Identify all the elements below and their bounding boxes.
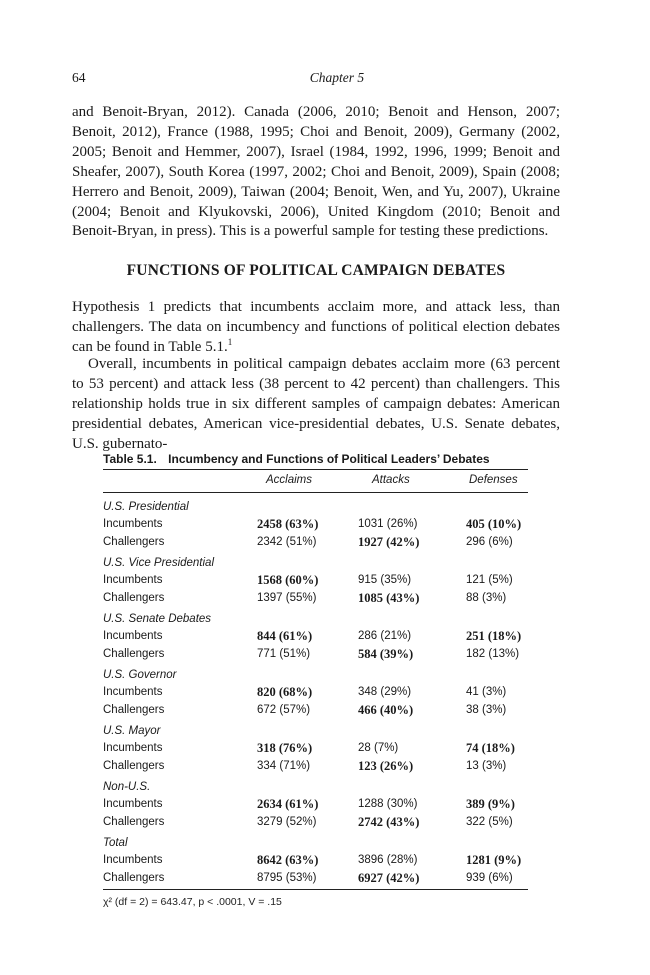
table-row xyxy=(103,628,528,646)
row-label: Incumbents xyxy=(103,630,163,642)
cell-defenses: 389 (9%) xyxy=(466,797,515,811)
table-row xyxy=(103,590,528,608)
table-bottom-rule xyxy=(103,889,528,890)
column-header-defenses: Defenses xyxy=(469,474,518,486)
row-label: Incumbents xyxy=(103,686,163,698)
table-group-title: Total xyxy=(103,837,128,849)
cell-acclaims: 2634 (61%) xyxy=(257,797,319,811)
row-label: Incumbents xyxy=(103,518,163,530)
cell-attacks: 1288 (30%) xyxy=(358,798,418,810)
table-footnote: χ² (df = 2) = 643.47, p < .0001, V = .15 xyxy=(103,896,282,908)
cell-acclaims: 2342 (51%) xyxy=(257,535,317,548)
cell-attacks: 6927 (42%) xyxy=(358,870,420,885)
table-row xyxy=(103,814,528,832)
cell-acclaims: 771 (51%) xyxy=(257,647,311,660)
table-row xyxy=(103,740,528,758)
cell-attacks: 1031 (26%) xyxy=(358,518,418,530)
cell-attacks: 123 (26%) xyxy=(358,758,414,773)
paragraph-1: and Benoit-Bryan, 2012). Canada (2006, 2010; Benoit and Henson, 2007; Benoit, 2012), France (1988, 1995; Choi and Benoit, 2009), Germany (2002, 2005; Benoit and Hemmer, 2007), Israel (1984, 1992, 1996, 1999; Benoit and Sheafer, 2007), South Korea (1997, 2002; Choi and Benoit, 2009), Spain (2008; Herrero and Benoit, 2009), Taiwan (2004; Benoit, Wen, and Yu, 2007), Ukraine (2004; Benoit and Klyukovski, 2006), United Kingdom (2010; Benoit and Benoit-Bryan, in press). This is a powerful sample for testing these predictions. xyxy=(72,104,560,240)
cell-defenses: 251 (18%) xyxy=(466,629,522,643)
table-group-title: Non-U.S. xyxy=(103,781,151,793)
row-label: Challengers xyxy=(103,535,165,548)
cell-attacks: 466 (40%) xyxy=(358,702,414,717)
row-label: Challengers xyxy=(103,703,165,716)
cell-attacks: 28 (7%) xyxy=(358,742,399,754)
row-label: Challengers xyxy=(103,759,165,772)
cell-attacks: 1085 (43%) xyxy=(358,590,420,605)
table-row xyxy=(103,516,528,534)
table-group-title: U.S. Vice Presidential xyxy=(103,557,215,569)
cell-attacks: 584 (39%) xyxy=(358,646,414,661)
cell-defenses: 38 (3%) xyxy=(466,703,507,716)
paragraph-2 xyxy=(72,298,560,358)
cell-attacks: 2742 (43%) xyxy=(358,814,420,829)
cell-attacks: 348 (29%) xyxy=(358,686,412,698)
table-row xyxy=(103,870,528,888)
cell-defenses: 13 (3%) xyxy=(466,759,507,772)
column-header-acclaims: Acclaims xyxy=(266,474,313,486)
cell-acclaims: 318 (76%) xyxy=(257,741,313,755)
cell-defenses: 121 (5%) xyxy=(466,574,513,586)
table-caption-title: Incumbency and Functions of Political Leaders’ Debates xyxy=(168,452,490,466)
cell-defenses: 74 (18%) xyxy=(466,741,515,755)
table-caption xyxy=(103,450,528,468)
table-row xyxy=(103,758,528,776)
table-group-title: U.S. Presidential xyxy=(103,501,189,513)
table-caption-label: Table 5.1. xyxy=(103,452,157,466)
row-label: Incumbents xyxy=(103,742,163,754)
cell-acclaims: 334 (71%) xyxy=(257,759,311,772)
row-label: Challengers xyxy=(103,647,165,660)
cell-acclaims: 1397 (55%) xyxy=(257,591,317,604)
cell-attacks: 286 (21%) xyxy=(358,630,412,642)
cell-attacks: 915 (35%) xyxy=(358,574,412,586)
cell-acclaims: 844 (61%) xyxy=(257,629,313,643)
cell-acclaims: 2458 (63%) xyxy=(257,517,319,531)
cell-defenses: 41 (3%) xyxy=(466,686,507,698)
column-header-attacks: Attacks xyxy=(372,474,410,486)
table-row xyxy=(103,646,528,664)
row-label: Challengers xyxy=(103,871,165,884)
table-body xyxy=(103,493,528,887)
cell-defenses: 322 (5%) xyxy=(466,815,513,828)
table-group-title: U.S. Senate Debates xyxy=(103,613,212,625)
table-row xyxy=(103,684,528,702)
table-row xyxy=(103,796,528,814)
paragraph-3: Overall, incumbents in political campaign debates acclaim more (63 percent to 53 percent) and attack less (38 percent to 42 percent) than challengers. This relationship holds true in six different samples of campaign debates: American presidential debates, American vice-presidential debates, U.S. Senate debates, U.S. gubernato- xyxy=(72,356,560,452)
page-number: 64 xyxy=(72,70,86,85)
table-group-title: U.S. Governor xyxy=(103,669,177,681)
row-label: Challengers xyxy=(103,815,165,828)
cell-defenses: 88 (3%) xyxy=(466,591,507,604)
table-group-title: U.S. Mayor xyxy=(103,725,161,737)
cell-acclaims: 8795 (53%) xyxy=(257,871,317,884)
table-row xyxy=(103,572,528,590)
table-row xyxy=(103,852,528,870)
cell-defenses: 182 (13%) xyxy=(466,647,520,660)
footnote-marker: 1 xyxy=(227,336,233,347)
table-5-1 xyxy=(103,450,528,908)
row-label: Incumbents xyxy=(103,574,163,586)
cell-defenses: 939 (6%) xyxy=(466,871,513,884)
cell-acclaims: 672 (57%) xyxy=(257,703,311,716)
row-label: Incumbents xyxy=(103,798,163,810)
table-row xyxy=(103,702,528,720)
cell-attacks: 1927 (42%) xyxy=(358,534,420,549)
cell-acclaims: 1568 (60%) xyxy=(257,573,319,587)
cell-defenses: 405 (10%) xyxy=(466,517,522,531)
cell-attacks: 3896 (28%) xyxy=(358,854,418,866)
page-header xyxy=(72,70,602,88)
cell-defenses: 296 (6%) xyxy=(466,535,513,548)
row-label: Challengers xyxy=(103,591,165,604)
paragraph-2-text: Hypothesis 1 predicts that incumbents acclaim more, and attack less, than challengers. The data on incumbency and functions of political election debates can be found in Table 5.1. xyxy=(72,299,560,355)
running-head: Chapter 5 xyxy=(309,70,365,85)
cell-defenses: 1281 (9%) xyxy=(466,853,522,867)
cell-acclaims: 3279 (52%) xyxy=(257,815,317,828)
cell-acclaims: 8642 (63%) xyxy=(257,853,319,867)
cell-acclaims: 820 (68%) xyxy=(257,685,313,699)
section-heading: FUNCTIONS OF POLITICAL CAMPAIGN DEBATES xyxy=(126,262,506,279)
row-label: Incumbents xyxy=(103,854,163,866)
table-column-headers xyxy=(103,470,528,492)
table-row xyxy=(103,534,528,552)
